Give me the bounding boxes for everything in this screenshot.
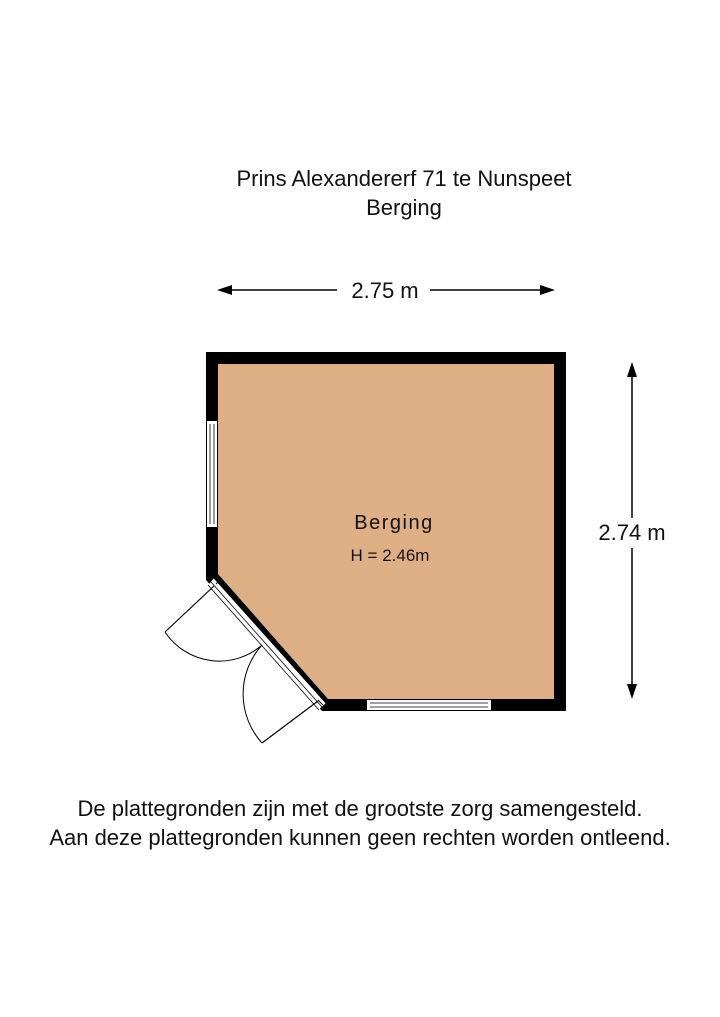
- width-dimension: [217, 278, 555, 303]
- disclaimer: [0, 794, 720, 852]
- room-height: H = 2.46m: [350, 546, 430, 565]
- window-left-opening: [206, 420, 218, 528]
- window-left: [206, 420, 218, 528]
- address-title: Prins Alexandererf 71 te Nunspeet: [236, 166, 572, 191]
- door-swing-lower: [243, 645, 262, 743]
- depth-dimension: [594, 362, 670, 699]
- width-arrow-right-icon: [540, 285, 555, 295]
- door-swing-upper: [165, 632, 262, 661]
- depth-arrow-down-icon: [627, 684, 637, 699]
- width-label: 2.75 m: [351, 278, 419, 303]
- door-leaf-lower: [262, 701, 318, 743]
- door-leaf-upper: [165, 586, 214, 632]
- window-bottom-opening: [366, 699, 492, 711]
- disclaimer-line-2: Aan deze plattegronden kunnen geen rechten worden ontleend.: [49, 825, 671, 850]
- room-name: Berging: [354, 512, 434, 534]
- disclaimer-line-1: De plattegronden zijn met de grootste zorg samengesteld.: [77, 796, 643, 821]
- depth-label: 2.74 m: [598, 520, 666, 545]
- window-bottom: [366, 699, 492, 711]
- depth-arrow-up-icon: [627, 362, 637, 377]
- floor-title: Berging: [366, 195, 442, 220]
- width-arrow-left-icon: [217, 285, 232, 295]
